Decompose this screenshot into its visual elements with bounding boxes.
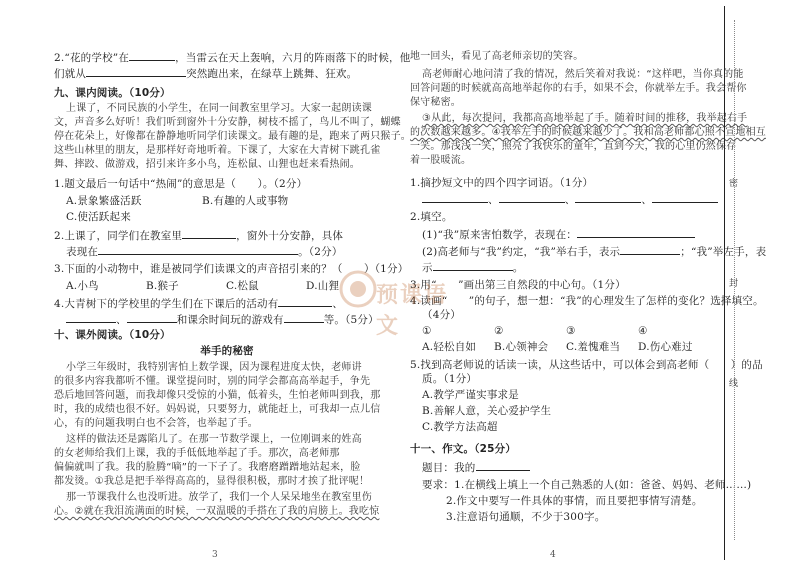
watermark-emblem-icon bbox=[338, 269, 378, 309]
s10-q1-stem: 1.摘抄短文中的四个四字词语。（1分） bbox=[410, 177, 594, 189]
page-number: 4 bbox=[550, 550, 556, 560]
s10-q5-option-c: C.教学方法高超 bbox=[422, 421, 498, 433]
q-text: (2)高老师与“我”约定，“我”举右手，表示 bbox=[422, 246, 621, 258]
passage-line-underlined: 心。②就在我泪流满面的时候，一双温暖的手搭在了我的肩膀上。我吃惊 bbox=[54, 506, 380, 517]
essay-req3: 3.注意语句通顺，不少于300字。 bbox=[446, 511, 606, 523]
q-text: ，窗外十分安静，具体 bbox=[236, 230, 344, 242]
topic-text: 题目：我的 bbox=[422, 462, 476, 474]
s10-q2-sub1 bbox=[422, 227, 695, 242]
passage-line: 都发烫。①我总是把手举得高高的，显得很积极，那时才挨了批评呢！ bbox=[54, 476, 370, 487]
essay-topic bbox=[422, 460, 530, 475]
passage-line: 一笑。那浅浅一笑，照亮了我快乐的童年，直到今天，我的心里仍然保存 bbox=[410, 141, 737, 152]
passage-line: 文，声音多么好听！我们听到窗外十分安静，树枝不摇了，鸟儿不叫了，蝴蝶 bbox=[54, 117, 401, 128]
answer-blank bbox=[499, 192, 565, 203]
answer-blank bbox=[422, 192, 488, 203]
answer-blank bbox=[66, 312, 116, 323]
passage-line: 的很多内容我都听不懂。课堂提问时，别的同学会都高高举起手，争先 bbox=[54, 376, 371, 387]
passage-line: 停在花朵上，好像都在静静地听同学们读课文。最有趣的是，跑来了两只猴子。 bbox=[54, 131, 411, 142]
s10-q3-stem: 3.用“ ”画出第三自然段的中心句。（1分） bbox=[410, 279, 626, 291]
q-text: 。 bbox=[512, 262, 524, 274]
passage-title: 举手的秘密 bbox=[200, 345, 254, 357]
s9-q3-option-a: A.小鸟 bbox=[66, 280, 99, 292]
answer-blank bbox=[278, 296, 332, 307]
q-text: 4.大青树下的学校里的学生们在下课后的活动有 bbox=[54, 298, 279, 310]
s9-q3-option-d: D.山狸 bbox=[306, 280, 340, 292]
q2-text: 突然跑出来，在绿草上跳舞、狂欢。 bbox=[186, 68, 358, 80]
s9-q2-line1 bbox=[54, 228, 343, 243]
passage-line: 这样的做法还是露陷儿了。在那一节数学课上，一位刚调来的姓高 bbox=[66, 434, 362, 445]
answer-blank bbox=[577, 227, 695, 238]
passage-line: 保守秘密。 bbox=[410, 97, 461, 108]
passage-line: 那一节课我什么也没听进。放学了，我们一个人呆呆地坐在教室里伤 bbox=[66, 492, 372, 503]
s9-q1-stem: 1.题文最后一句话中“热闹”的意思是（ ）。（2分） bbox=[54, 178, 308, 190]
q-text: 示 bbox=[422, 262, 433, 274]
s9-q1-option-a: A.景象繁盛活跃 bbox=[66, 195, 142, 207]
essay-req1 bbox=[422, 478, 751, 492]
answer-blank bbox=[182, 228, 236, 239]
section10-heading: 十、课外阅读。（10分） bbox=[54, 329, 171, 341]
s9-q2-line2 bbox=[66, 244, 343, 259]
q2-flower-line1 bbox=[54, 50, 410, 65]
q2-text: 们就从 bbox=[54, 68, 87, 80]
s10-q1-blanks: 、 、 、 bbox=[422, 192, 718, 207]
answer-blank bbox=[284, 312, 324, 323]
binding-char-seal: 密 bbox=[729, 179, 739, 189]
passage-line: 着一股暖流。 bbox=[410, 155, 472, 166]
s10-q4-points: （4分） bbox=[422, 309, 461, 321]
answer-blank bbox=[476, 460, 530, 471]
passage-line: 地一回头，看见了高老师亲切的笑容。 bbox=[410, 51, 584, 62]
req-label: 要求： bbox=[422, 479, 455, 491]
s10-q4-option-b: B.心领神会 bbox=[494, 341, 549, 353]
answer-blank bbox=[129, 50, 175, 61]
s10-q2-sub2 bbox=[422, 244, 766, 259]
s9-q3-stem: 3.下面的小动物中，谁是被同学们读课文的声音招引来的？（ ）（1分） bbox=[54, 263, 409, 275]
s10-q4-circle-3: ③ bbox=[566, 325, 576, 337]
answer-blank bbox=[86, 66, 186, 77]
s9-q1-option-b: B.有趣的人或事物 bbox=[202, 195, 289, 207]
passage-line: 小学三年级时，我特别害怕上数学课，因为课程进度太快，老师讲 bbox=[66, 362, 362, 373]
binding-line bbox=[724, 6, 725, 560]
s10-q5-option-b: B.善解人意，关心爱护学生 bbox=[422, 405, 552, 417]
s10-q4-circle-4: ④ bbox=[638, 325, 648, 337]
passage-line: 的女老师给我们上课，我的手低低地举起了手。那次，高老师那 bbox=[54, 448, 340, 459]
passage-line: 时，我的成绩也很不好。妈妈说，只要努力，就能赶上，可我却一点儿信 bbox=[54, 404, 381, 415]
q2-text: 2.“花的学校”在 bbox=[54, 52, 130, 64]
q2-flower-line2 bbox=[54, 66, 357, 81]
s10-q4-option-d: D.伤心难过 bbox=[638, 341, 693, 353]
q-text: 2.上课了，同学们在教室里 bbox=[54, 230, 183, 242]
binding-char-line: 线 bbox=[729, 379, 739, 389]
s9-q1-option-c: C.使活跃起来 bbox=[66, 211, 131, 223]
passage-line: 上课了，不同民族的小学生，在同一间教室里学习。大家一起朗读课 bbox=[66, 103, 372, 114]
s9-q3-option-b: B.猴子 bbox=[146, 280, 179, 292]
answer-blank bbox=[652, 192, 718, 203]
section9-heading: 九、课内阅读。（10分） bbox=[54, 87, 171, 99]
q-text: 。（2分） bbox=[298, 246, 343, 258]
passage-line: 心，有的问题我明白也不会答，也举起了手。 bbox=[54, 418, 258, 429]
s10-q5-option-a: A.教学严谨实事求是 bbox=[422, 389, 519, 401]
s9-q4-line2 bbox=[66, 312, 379, 327]
q-text: 、 bbox=[332, 298, 344, 310]
s10-q4-circle-1: ① bbox=[422, 325, 432, 337]
watermark-text: 预课语文 bbox=[376, 283, 449, 339]
q-text: 等。（5分） bbox=[323, 314, 379, 326]
req-text: 1.在横线上填上一个自己熟悉的人(如：爸爸、妈妈、老师……) bbox=[454, 479, 752, 491]
essay-req2: 2.作文中要写一件具体的事情，而且要把事情写清楚。 bbox=[446, 495, 703, 507]
answer-blank bbox=[127, 312, 177, 323]
q2-text: ，当雷云在天上轰响，六月的阵雨落下的时候，他 bbox=[175, 52, 411, 64]
q-text: (1)“我”原来害怕数学，表现在： bbox=[422, 229, 578, 241]
passage-line: 这些山林里的朋友，是那样好奇地听着。下课了，大家在大青树下跳孔雀 bbox=[54, 145, 381, 156]
s10-q4-option-c: C.羞愧难当 bbox=[566, 341, 621, 353]
s10-q4-circle-2: ② bbox=[494, 325, 504, 337]
passage-line: 高老师耐心地问清了我的情况，然后笑着对我说：“这样吧，当你真的能 bbox=[422, 69, 744, 80]
passage-line: 回答问题的时候就高高地举起你的右手，如果不会，你就举左手。我会帮你 bbox=[410, 83, 747, 94]
s9-q4-line1 bbox=[54, 296, 343, 311]
section11-heading: 十一、作文。（25分） bbox=[410, 443, 517, 455]
q-text: 和课余时间玩的游戏有 bbox=[176, 314, 284, 326]
q-text: 表现在 bbox=[66, 246, 99, 258]
s10-q2-stem: 2.填空。 bbox=[410, 211, 453, 223]
q-text: ；“我”举左手，表 bbox=[680, 246, 767, 258]
binding-char-closure: 封 bbox=[729, 279, 739, 289]
answer-blank bbox=[620, 244, 680, 255]
s10-q4-option-a: A.轻松自如 bbox=[422, 341, 477, 353]
s10-q5-stem-cont: 质。（1分） bbox=[422, 373, 478, 385]
passage-line: 恐后地回答问题，而我却像只受惊的小猫，低着头，生怕老师叫到我，那 bbox=[54, 390, 381, 401]
passage-line-underlined: ③从此，每次提问，我都高高地举起了手。随着时间的推移，我举起右手 bbox=[422, 113, 748, 124]
passage-line-underlined: 的次数越来越多。④我举左手的时候越来越少了。我和高老师都心照不宣地相互 bbox=[410, 127, 766, 138]
s10-q5-stem: 5.找到高老师说的话读一读，从这些话中，可以体会到高老师（ ）的品 bbox=[410, 359, 763, 371]
q-text: 、 bbox=[116, 314, 127, 326]
s10-q4-stem: 4.读画“ ”的句子，想一想：“我”的心理发生了怎样的变化？选择填空。 bbox=[410, 295, 764, 307]
answer-blank bbox=[575, 192, 641, 203]
passage-line: 舞、摔跤、做游戏，招引来许多小鸟，连松鼠、山狸也赶来看热闹。 bbox=[54, 159, 360, 170]
s9-q3-option-c: C.松鼠 bbox=[226, 280, 259, 292]
passage-line: 偏偏就叫了我。我的脸腾“嘀”的一下子了。我磨磨蹭蹭地站起来，脸 bbox=[54, 462, 361, 473]
page-number: 3 bbox=[212, 550, 218, 560]
answer-blank bbox=[98, 244, 298, 255]
